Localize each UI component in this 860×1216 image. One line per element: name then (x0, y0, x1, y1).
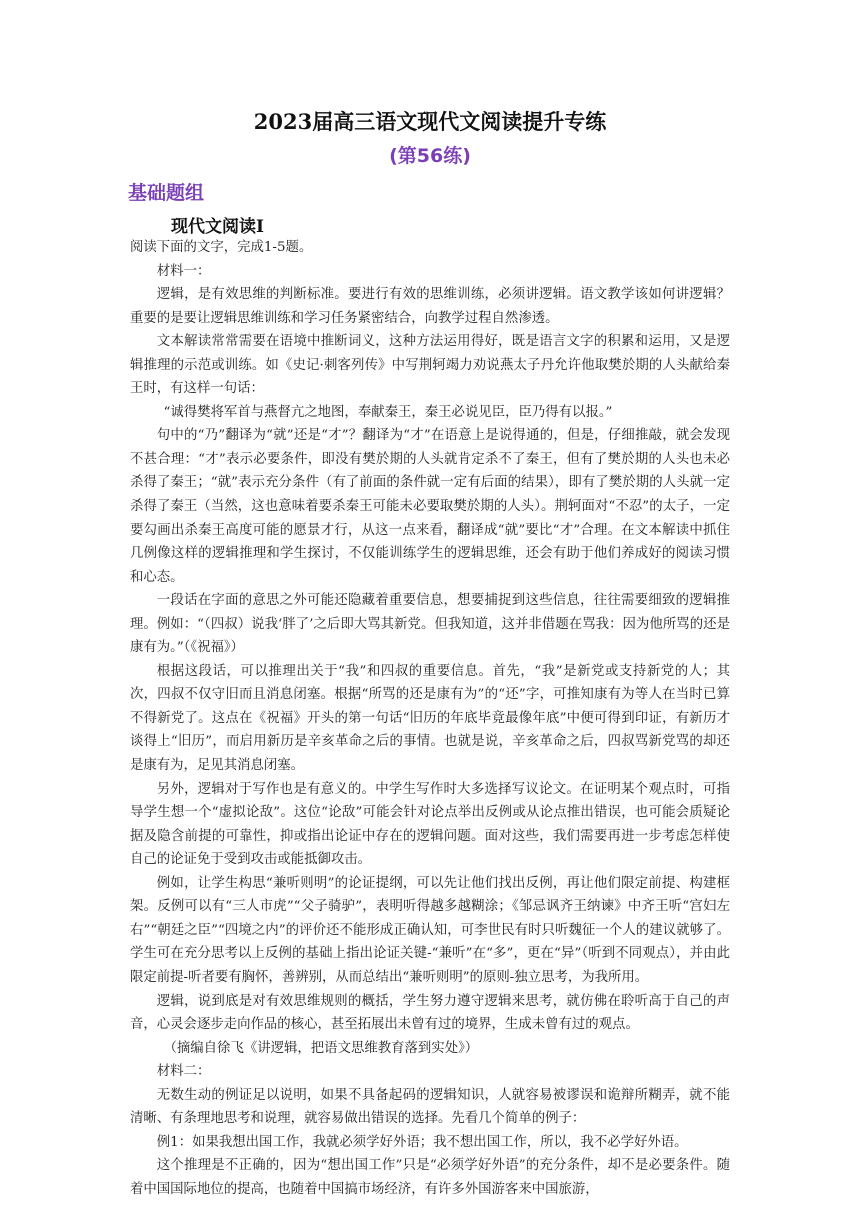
paragraph: 根据这段话，可以推理出关于“我”和四叔的重要信息。首先，“我”是新党或支持新党的人；其次，四叔不仅守旧而且消息闭塞。根据“所骂的还是康有为”的“还”字，可推知康有为等人在当时已算不得新党了。这点在《祝福》开头的第一句话“旧历的年底毕竟最像年底”中便可得到印证，有新历才谈得上“旧历”，而启用新历是辛亥革命之后的事情。也就是说，辛亥革命之后，四叔骂新党骂的却还是康有为，足见其消息闭塞。 (130, 663, 730, 774)
paragraph: 逻辑，是有效思维的判断标准。要进行有效的思维训练，必须讲逻辑。语文教学该如何讲逻辑？重要的是要让逻辑思维训练和学习任务紧密结合，向教学过程自然渗透。 (130, 287, 730, 326)
paragraph: 逻辑，说到底是对有效思维规则的概括，学生努力遵守逻辑来思考，就仿佛在聆听高于自己的声音，心灵会逐步走向作品的核心，甚至拓展出未曾有过的境界，生成未曾有过的观点。 (130, 993, 730, 1033)
reading-heading: 现代文阅读Ⅰ (171, 217, 264, 237)
article-body (130, 236, 730, 1201)
exercise-number: (第56练) (389, 145, 471, 167)
material-label: 材料一： (156, 263, 211, 279)
source-citation: （摘编自徐飞《讲逻辑，把语文思维教育落到实处》） (163, 1040, 479, 1056)
paragraph: 例如，让学生构思“兼听则明”的论证提纲，可以先让他们找出反例，再让他们限定前提、构建框架。反例可以有“三人市虎”“父子骑驴”，表明听得越多越糊涂；《邹忌讽齐王纳谏》中齐王听“宫妇左右”“朝廷之臣”“四境之内”的评价还不能形成正确认知，可李世民有时只听魏征一个人的建议就够了。学生可在充分思考以上反例的基础上指出论证关键-“兼听”在“多”，更在“异”（听到不同观点），并由此限定前提-听者要有胸怀，善辨别，从而总结出“兼听则明”的原则-独立思考，为我所用。 (130, 875, 730, 985)
paragraph: 句中的“乃”翻译为“就”还是“才”？翻译为“才”在语意上是说得通的，但是，仔细推敲，就会发现不甚合理：“才”表示必要条件，即没有樊於期的人头就肯定杀不了秦王，但有了樊於期的人头也未必杀得了秦王；“就”表示充分条件（有了前面的条件就一定有后面的结果），即有了樊於期的人头就一定杀得了秦王（当然，这也意味着要杀秦王可能未必要取樊於期的人头）。荆轲面对“不忍”的太子，一定要勾画出杀秦王高度可能的愿景才行，从这一点来看，翻译成“就”要比“才”合理。在文本解读中抓住几例像这样的逻辑推理和学生探讨，不仅能训练学生的逻辑思维，还会有助于他们养成好的阅读习惯和心态。 (130, 428, 730, 585)
quoted-sentence: “诚得樊将军首与燕督亢之地图，奉献秦王，秦王必说见臣，臣乃得有以报。” (163, 404, 613, 420)
material-label: 材料二： (156, 1064, 211, 1080)
paragraph: 无数生动的例证足以说明，如果不具备起码的逻辑知识，人就容易被谬误和诡辩所糊弄，就不能清晰、有条理地思考和说理，就容易做出错误的选择。先看几个简单的例子： (130, 1087, 730, 1127)
paragraph: 例1：如果我想出国工作，我就必须学好外语；我不想出国工作，所以，我不必学好外语。 (156, 1134, 688, 1150)
paragraph: 这个推理是不正确的，因为“想出国工作”只是“必须学好外语”的充分条件，却不是必要条件。随着中国国际地位的提高，也随着中国搞市场经济，有许多外国游客来中国旅游， (130, 1158, 730, 1197)
document-title: 2023届高三语文现代文阅读提升专练 (253, 109, 607, 134)
section-heading: 基础题组 (128, 182, 205, 204)
paragraph: 文本解读常常需要在语境中推断词义，这种方法运用得好，既是语言文字的积累和运用，又是逻辑推理的示范或训练。如《史记·刺客列传》中写荆轲竭力劝说燕太子丹允许他取樊於期的人头献给秦王时，有这样一句话： (130, 334, 730, 397)
paragraph: 另外，逻辑对于写作也是有意义的。中学生写作时大多选择写议论文。在证明某个观点时，可指导学生想一个“虚拟论敌”。这位“论敌”可能会针对论点举出反例或从论点推出错误，也可能会质疑论据及隐含前提的可靠性，抑或指出论证中存在的逻辑问题。面对这些，我们需要再进一步考虑怎样使自己的论证免于受到攻击或能抵御攻击。 (130, 781, 730, 868)
instruction-text: 阅读下面的文字，完成1-5题。 (130, 240, 313, 255)
paragraph: 一段话在字面的意思之外可能还隐藏着重要信息，想要捕捉到这些信息，往往需要细致的逻辑推理。例如：“（四叔）说我‘胖了’之后即大骂其新党。但我知道，这并非借题在骂我：因为他所骂的还是康有为。”（《祝福》） (130, 593, 730, 656)
